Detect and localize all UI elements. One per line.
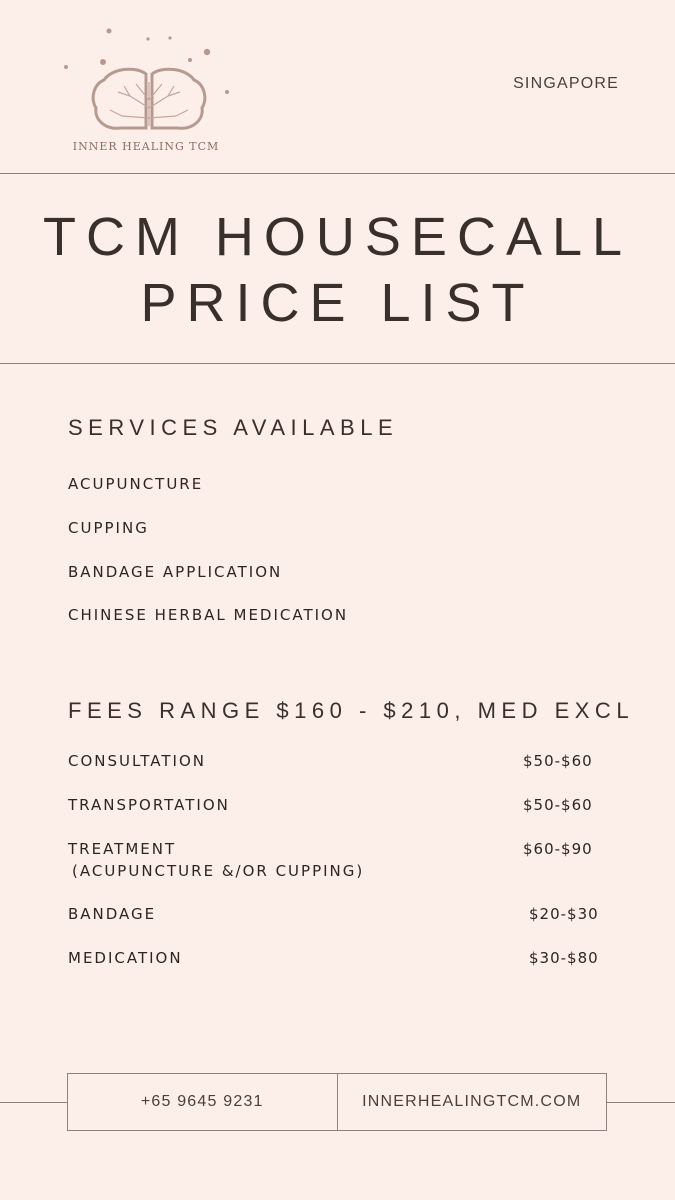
contact-line-left [0,1102,67,1103]
fee-price-treatment: $60-$90 [523,840,593,858]
website-link[interactable]: INNERHEALINGTCM.COM [337,1074,607,1130]
header-divider [0,173,675,174]
fees-heading: FEES RANGE $160 - $210, MED EXCL [68,698,635,723]
service-item: BANDAGE APPLICATION [68,563,283,581]
title-divider [0,363,675,364]
page-title-line-1: TCM HOUSECALL [42,207,633,267]
contact-line-right [607,1102,675,1103]
service-item: CHINESE HERBAL MEDICATION [68,606,349,624]
fee-price-medication: $30-$80 [529,949,599,967]
phone-number[interactable]: +65 9645 9231 [140,1093,264,1110]
fee-price-consultation: $50-$60 [523,752,593,770]
fee-label-transportation: TRANSPORTATION [68,796,230,814]
service-item: ACUPUNCTURE [68,475,204,493]
brand-logo [60,22,240,162]
contact-box [67,1073,607,1131]
fee-price-bandage: $20-$30 [529,905,599,923]
services-heading: SERVICES AVAILABLE [68,415,399,440]
brand-name: INNER HEALING TCM [72,140,220,153]
fee-label-bandage: BANDAGE [68,905,157,923]
tree-brain-icon [60,22,240,142]
fee-label-treatment-sub: (ACUPUNCTURE &/OR CUPPING) [72,862,365,880]
page-title-line-2: PRICE LIST [140,273,535,333]
fee-label-treatment [68,838,364,882]
fee-label-consultation: CONSULTATION [68,752,207,770]
service-item: CUPPING [68,519,149,537]
fee-label-treatment-main: TREATMENT [68,840,177,858]
fee-label-medication: MEDICATION [68,949,183,967]
fee-price-transportation: $50-$60 [523,796,593,814]
location-label: SINGAPORE [513,75,619,92]
